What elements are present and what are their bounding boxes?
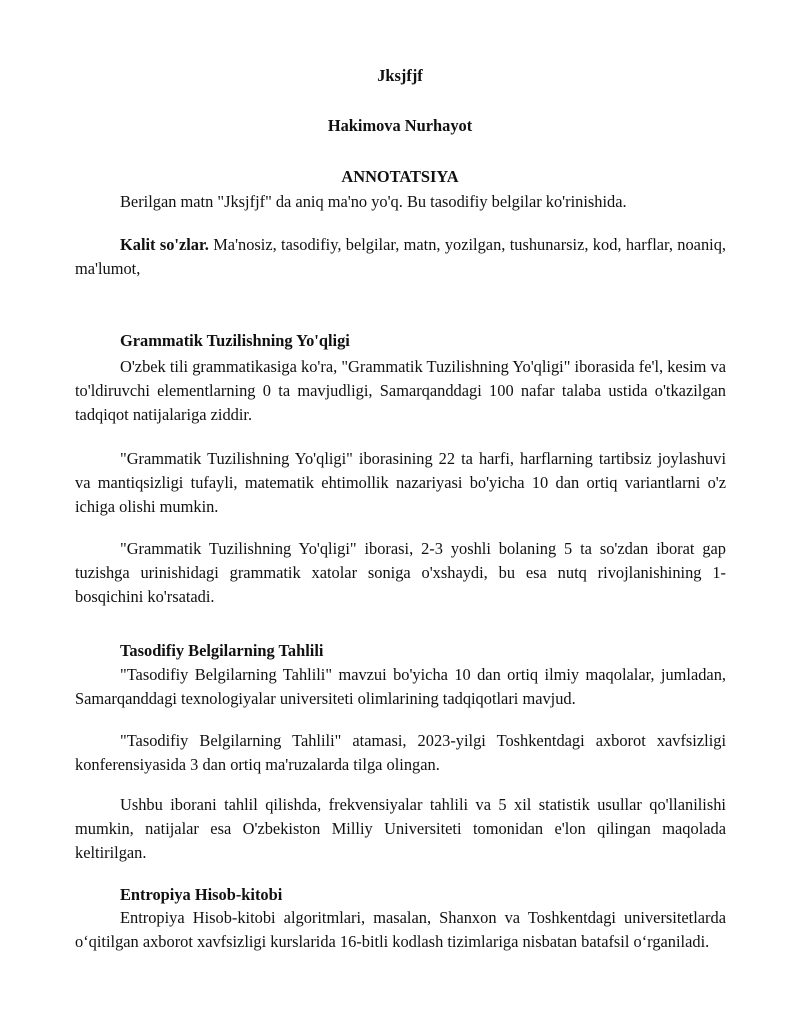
section-paragraph: "Grammatik Tuzilishning Yo'qligi" iborasining 22 ta harfi, harflarning tartibsiz joylashuvi va mantiqsizligi tufayli, matematik ehtimollik nazariyasi bo'yicha 10 dan ortiq variantlarni o'z ichiga olishi mumkin. — [75, 449, 726, 516]
section-paragraph: O'zbek tili grammatikasiga ko'ra, "Grammatik Tuzilishning Yo'qligi" iborasida fe'l, kesim va to'ldiruvchi elementlarning 0 ta mavjudligi, Samarqanddagi 100 nafar talaba ustida o'tkazilgan tadqiqot natijalariga ziddir. — [75, 357, 726, 424]
section-heading: Tasodifiy Belgilarning Tahlili — [120, 641, 324, 660]
abstract-heading: ANNOTATSIYA — [341, 167, 459, 186]
section-paragraph: Entropiya Hisob-kitobi algoritmlari, masalan, Shanxon va Toshkentdagi universitetlarda o‘qitilgan axborot xavfsizligi kurslarida 16-bitli kodlash tizimlariga nisbatan batafsil o‘rganiladi. — [75, 908, 726, 951]
document-title: Jksjfjf — [377, 66, 423, 85]
author-name: Hakimova Nurhayot — [327, 116, 473, 135]
abstract-text: Berilgan matn "Jksjfjf" da aniq ma'no yo'q. Bu tasodifiy belgilar ko'rinishida. — [120, 192, 627, 211]
section-heading: Grammatik Tuzilishning Yo'qligi — [120, 331, 350, 350]
section-heading: Entropiya Hisob-kitobi — [120, 885, 283, 904]
section-paragraph: "Grammatik Tuzilishning Yo'qligi" iborasi, 2-3 yoshli bolaning 5 ta so'zdan iborat gap tuzishga urinishidagi grammatik xatolar soniga o'xshaydi, bu esa nutq rivojlanishining 1-bosqichini ko'rsatadi. — [75, 539, 726, 606]
section-paragraph: "Tasodifiy Belgilarning Tahlili" atamasi, 2023-yilgi Toshkentdagi axborot xavfsizligi konferensiyasida 3 dan ortiq ma'ruzalarda tilga olingan. — [75, 731, 726, 774]
section-paragraph: "Tasodifiy Belgilarning Tahlili" mavzui bo'yicha 10 dan ortiq ilmiy maqolalar, jumladan, Samarqanddagi texnologiyalar universiteti olimlarining tadqiqotlari mavjud. — [75, 665, 726, 708]
keywords-text: Ma'nosiz, tasodifiy, belgilar, matn, yozilgan, tushunarsiz, kod, harflar, noaniq, ma'lumot, — [75, 235, 726, 278]
keywords-label: Kalit so'zlar. — [120, 235, 209, 254]
section-paragraph: Ushbu iborani tahlil qilishda, frekvensiyalar tahlili va 5 xil statistik usullar qo'llanilishi mumkin, natijalar esa O'zbekiston Milliy Universiteti tomonidan e'lon qilingan maqolada keltirilgan. — [75, 795, 726, 862]
keywords-paragraph — [75, 233, 726, 281]
